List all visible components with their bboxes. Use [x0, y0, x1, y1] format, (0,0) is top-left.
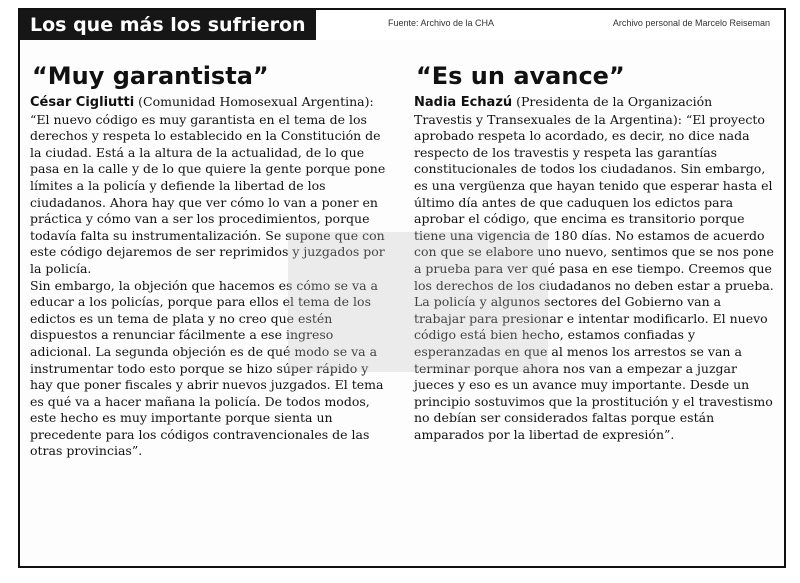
article-header: [20, 10, 784, 40]
source-credit: Fuente: Archivo de la CHA: [388, 18, 495, 28]
right-speaker: Nadia Echazú: [414, 95, 513, 110]
right-body: [414, 94, 774, 443]
left-headline: “Muy garantista”: [32, 62, 269, 90]
left-body: [30, 94, 390, 460]
left-column: [30, 62, 390, 460]
right-affiliation: (Presidenta de la Organización Travestis y Transexuales de la Argentina):: [414, 94, 713, 127]
right-paragraph-1: “El proyecto aprobado respeta lo acordado, es decir, no dice nada respecto de los travestis y respeta las garantías constitucionales de todos los ciudadanos. Sin embargo, es una vergüenza que hayan tenido que esperar hasta el último día antes de que caduquen los edictos para aprobar el código, que encima es transitorio porque tiene una vigencia de 180 días. No estamos de acuerdo con que se elabore uno nuevo, sentimos que se nos pone a prueba para ver qué pasa en ese tiempo. Creemos que los derechos de los ciudadanos no deben estar a prueba. La policía y algunos sectores del Gobierno van a trabajar para presionar e intentar modificarlo. El nuevo código está bien hecho, estamos confiadas y esperanzadas en que al menos los arrestos se van a terminar porque ahora nos van a empezar a juzgar jueces y eso es un avance muy importante. Desde un principio sostuvimos que la prostitución y el travestismo no debían ser considerados faltas porque están amparados por la libertad de expresión”.: [414, 111, 774, 442]
left-paragraph-2: Sin embargo, la objeción que hacemos es cómo se va a educar a los policías, porque para ellos el tema de los edictos es un tema de plata y no creo que estén dispuestos a renunciar fácilmente a ese ingreso adicional. La segunda objeción es de qué modo se va a instrumentar todo esto porque se hizo súper rápido y hay que poner fiscales y abrir nuevos juzgados. El tema es qué va a hacer mañana la policía. De todos modos, este hecho es muy importante porque sienta un precedente para los códigos contravencionales de las otras provincias”.: [30, 277, 384, 459]
section-title: Los que más los sufrieron: [20, 10, 316, 40]
left-affiliation: (Comunidad Homosexual Argentina):: [134, 94, 374, 109]
right-column: [414, 62, 774, 443]
left-speaker: César Cigliutti: [30, 95, 135, 110]
left-paragraph-1: “El nuevo código es muy garantista en el tema de los derechos y respeta lo establecido en la Constitución de la ciudad. Está a la altura de la actualidad, de lo que pasa en la calle y de lo que quiere la gente porque pone límites a la policía y defiende la libertad de los ciudadanos. Ahora hay que ver cómo lo van a poner en práctica y cómo van a ser los procedimientos, porque todavía falta su instrumentalización. Se supone que con este código dejaremos de ser reprimidos y juzgados por la policía.: [30, 111, 386, 276]
article-box: [18, 8, 786, 568]
right-headline: “Es un avance”: [416, 62, 625, 90]
archive-credit: Archivo personal de Marcelo Reiseman: [612, 18, 770, 28]
